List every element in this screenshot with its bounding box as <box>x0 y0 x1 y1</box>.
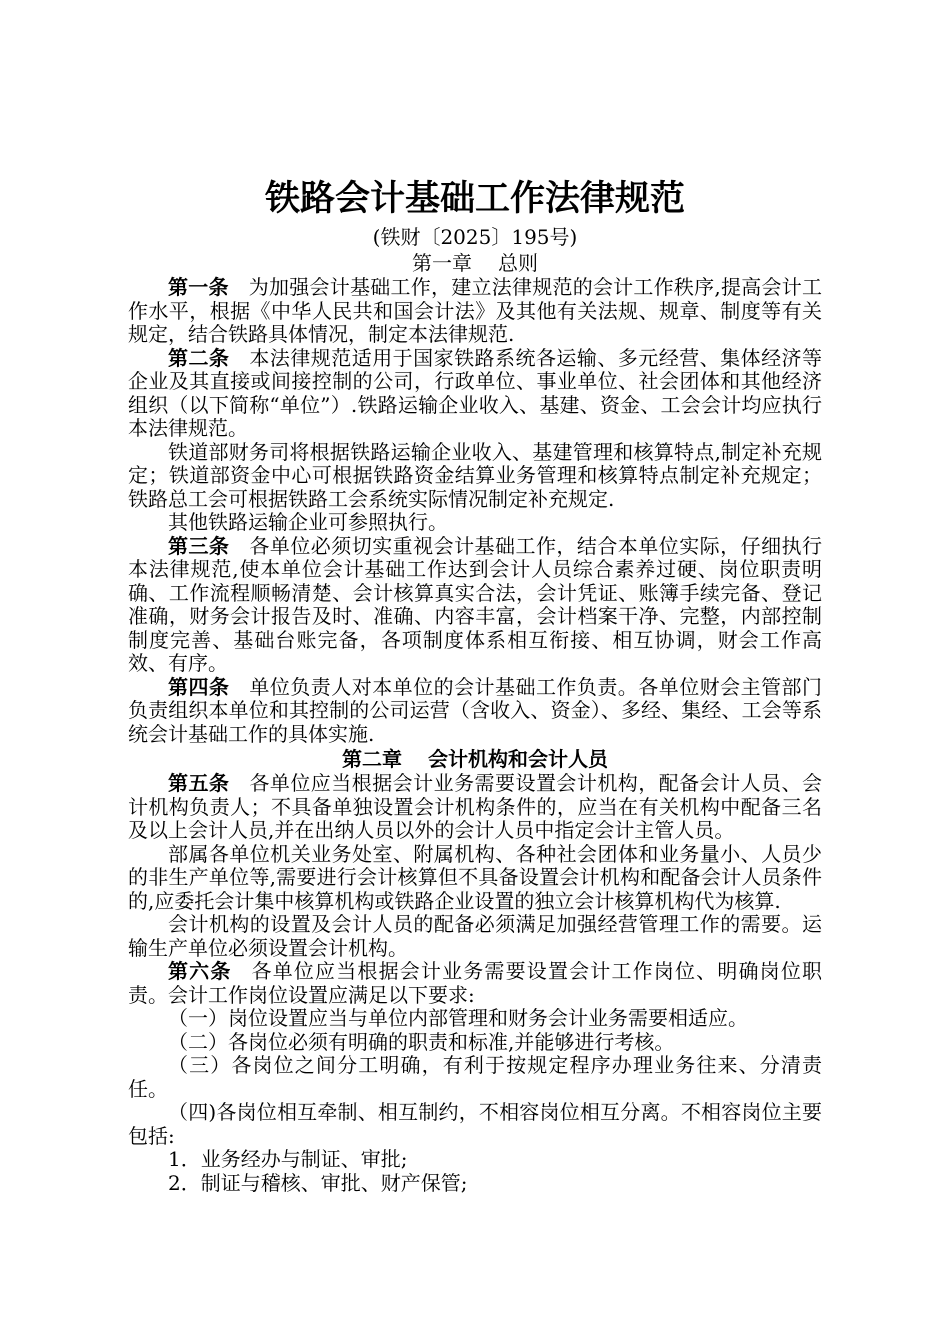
chapter-heading-2 <box>128 746 822 772</box>
chapter-heading-1 <box>128 250 822 276</box>
chapter-name: 会计机构和会计人员 <box>428 747 608 771</box>
article-1 <box>128 276 822 347</box>
document-title: 铁路会计基础工作法律规范 <box>264 178 685 219</box>
article-text: 为加强会计基础工作，建立法律规范的会计工作秩序,提高会计工作水平，根据《中华人民共和国会计法》及其他有关法规、规章、制度等有关规定，结合铁路具体情况，制定本法律规范. <box>128 275 823 346</box>
paragraph: 部属各单位机关业务处室、附属机构、各种社会团体和业务量小、人员少的非生产单位等,需要进行会计核算但不具备设置会计机构和配备会计人员条件的,应委托会计集中核算机构或铁路企业设置的独立会计核算机构代为核算. <box>128 841 822 913</box>
article-number: 第六条 <box>168 959 232 983</box>
list-item: （三）各岗位之间分工明确，有利于按规定程序办理业务往来、分清责任。 <box>128 1053 822 1101</box>
list-item: 2．制证与稽核、审批、财产保管; <box>168 1170 468 1195</box>
article-6 <box>128 960 822 1007</box>
article-number: 第五条 <box>168 771 230 795</box>
article-text: 各单位应当根据会计业务需要设置会计机构，配备会计人员、会计机构负责人；不具备单独设置会计机构条件的，应当在有关机构中配备三名及以上会计人员,并在出纳人员以外的会计人员中指定会计主管人员。 <box>128 771 823 842</box>
article-number: 第一条 <box>168 275 229 299</box>
paragraph: 其他铁路运输企业可参照执行。 <box>168 510 448 534</box>
article-text: 各单位必须切实重视会计基础工作，结合本单位实际，仔细执行本法律规范,使本单位会计基础工作达到会计人员综合素养过硬、岗位职责明确、工作流程顺畅清楚、会计核算真实合法，会计凭证、账簿手续完备、登记准确，财务会计报告及时、准确、内容丰富，会计档案干净、完整，内部控制制度完善、基础台账完备，各项制度体系相互衔接、相互协调，财会工作高效、有序。 <box>128 533 823 675</box>
article-number: 第四条 <box>168 674 230 699</box>
paragraph: 会计机构的设置及会计人员的配备必须满足加强经营管理工作的需要。运输生产单位必须设置会计机构。 <box>128 912 822 960</box>
article-2 <box>128 347 822 441</box>
list-item: （二）各岗位必须有明确的职责和标准,并能够进行考核。 <box>168 1029 675 1054</box>
list-item: （四)各岗位相互牵制、相互制约，不相容岗位相互分离。不相容岗位主要包括: <box>128 1100 822 1148</box>
article-number: 第二条 <box>168 345 230 370</box>
article-number: 第三条 <box>168 533 230 558</box>
paragraph: 铁道部财务司将根据铁路运输企业收入、基建管理和核算特点,制定补充规定；铁道部资金中心可根据铁路资金结算业务管理和核算特点制定补充规定；铁路总工会可根据铁路工会系统实际情况制定补充规定. <box>128 439 822 511</box>
document-number: (铁财〔2025〕195号) <box>372 225 578 249</box>
article-text: 单位负责人对本单位的会计基础工作负责。各单位财会主管部门负责组织本单位和其控制的公司运营（含收入、资金）、多经、集经、工会等系统会计基础工作的具体实施. <box>128 674 823 746</box>
article-4 <box>128 676 822 747</box>
chapter-name: 总则 <box>498 251 538 275</box>
chapter-number: 第二章 <box>342 747 402 771</box>
chapter-number: 第一章 <box>412 251 472 275</box>
article-text: 本法律规范适用于国家铁路系统各运输、多元经营、集体经济等企业及其直接或间接控制的公司，行政单位、事业单位、社会团体和其他经济组织（以下简称“单位”）.铁路运输企业收入、基建、资金、工会会计均应执行本法律规范。 <box>128 345 823 440</box>
article-text: 各单位应当根据会计业务需要设置会计工作岗位、明确岗位职责。会计工作岗位设置应满足以下要求: <box>128 959 823 1007</box>
list-item: （一）岗位设置应当与单位内部管理和财务会计业务需要相适应。 <box>168 1006 748 1030</box>
article-3 <box>128 535 822 676</box>
article-5 <box>128 772 822 843</box>
list-item: 1．业务经办与制证、审批; <box>168 1147 408 1171</box>
